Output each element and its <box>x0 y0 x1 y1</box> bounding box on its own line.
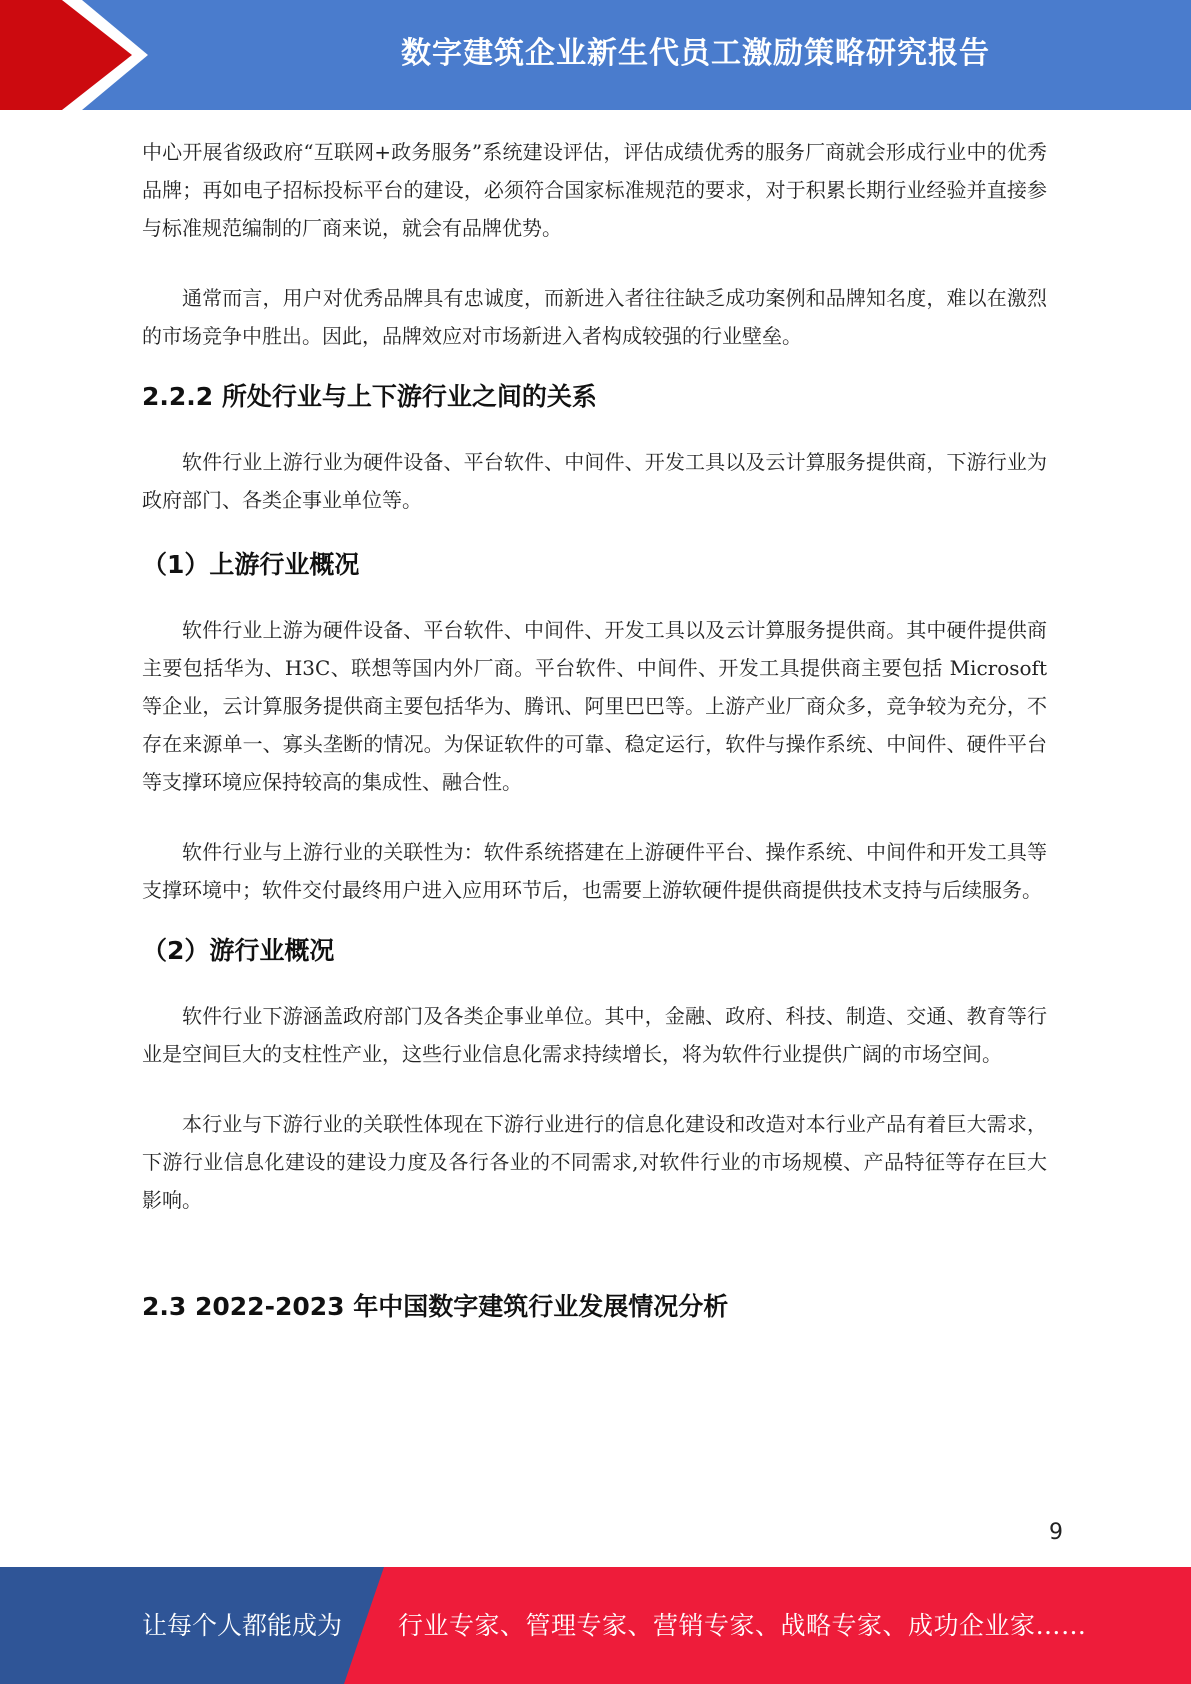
page-header <box>0 0 1191 110</box>
paragraph: 通常而言，用户对优秀品牌具有忠诚度，而新进入者往往缺乏成功案例和品牌知名度，难以在激烈的市场竞争中胜出。因此，品牌效应对市场新进入者构成较强的行业壁垒。 <box>142 286 1047 348</box>
paragraph: 本行业与下游行业的关联性体现在下游行业进行的信息化建设和改造对本行业产品有着巨大需求，下游行业信息化建设的建设力度及各行各业的不同需求,对软件行业的市场规模、产品特征等存在巨大影响。 <box>142 1112 1047 1212</box>
footer-slogan-right: 行业专家、管理专家、营销专家、战略专家、成功企业家…… <box>398 1611 1087 1640</box>
page-content <box>142 133 1047 1327</box>
paragraph: 中心开展省级政府“互联网+政务服务”系统建设评估，评估成绩优秀的服务厂商就会形成行业中的优秀品牌；再如电子招标投标平台的建设，必须符合国家标准规范的要求，对于积累长期行业经验并直接参与标准规范编制的厂商来说，就会有品牌优势。 <box>142 140 1047 240</box>
header-red-arrow <box>0 0 148 110</box>
subsection-heading-downstream: （2）游行业概况 <box>142 936 335 965</box>
section-heading-2-3: 2.3 2022-2023 年中国数字建筑行业发展情况分析 <box>142 1292 729 1321</box>
report-title: 数字建筑企业新生代员工激励策略研究报告 <box>401 36 990 71</box>
section-heading-2-2-2: 2.2.2 所处行业与上下游行业之间的关系 <box>142 382 597 411</box>
subsection-heading-upstream: （1）上游行业概况 <box>142 550 360 579</box>
paragraph: 软件行业与上游行业的关联性为：软件系统搭建在上游硬件平台、操作系统、中间件和开发工具等支撑环境中；软件交付最终用户进入应用环节后，也需要上游软硬件提供商提供技术支持与后续服务。 <box>142 840 1047 902</box>
paragraph: 软件行业上游行业为硬件设备、平台软件、中间件、开发工具以及云计算服务提供商，下游行业为政府部门、各类企事业单位等。 <box>142 450 1047 512</box>
page-footer <box>0 1567 1191 1684</box>
footer-slogan-left: 让每个人都能成为 <box>142 1611 343 1640</box>
paragraph: 软件行业下游涵盖政府部门及各类企事业单位。其中，金融、政府、科技、制造、交通、教育等行业是空间巨大的支柱性产业，这些行业信息化需求持续增长，将为软件行业提供广阔的市场空间。 <box>142 1004 1047 1066</box>
page-number: 9 <box>1049 1520 1063 1545</box>
paragraph: 软件行业上游为硬件设备、平台软件、中间件、开发工具以及云计算服务提供商。其中硬件提供商主要包括华为、H3C、联想等国内外厂商。平台软件、中间件、开发工具提供商主要包括 Microsoft 等企业，云计算服务提供商主要包括华为、腾讯、阿里巴巴等。上游产业厂商众多，竞争较为充分，不存在来源单一、寡头垄断的情况。为保证软件的可靠、稳定运行，软件与操作系统、中间件、硬件平台等支撑环境应保持较高的集成性、融合性。 <box>142 618 1047 794</box>
